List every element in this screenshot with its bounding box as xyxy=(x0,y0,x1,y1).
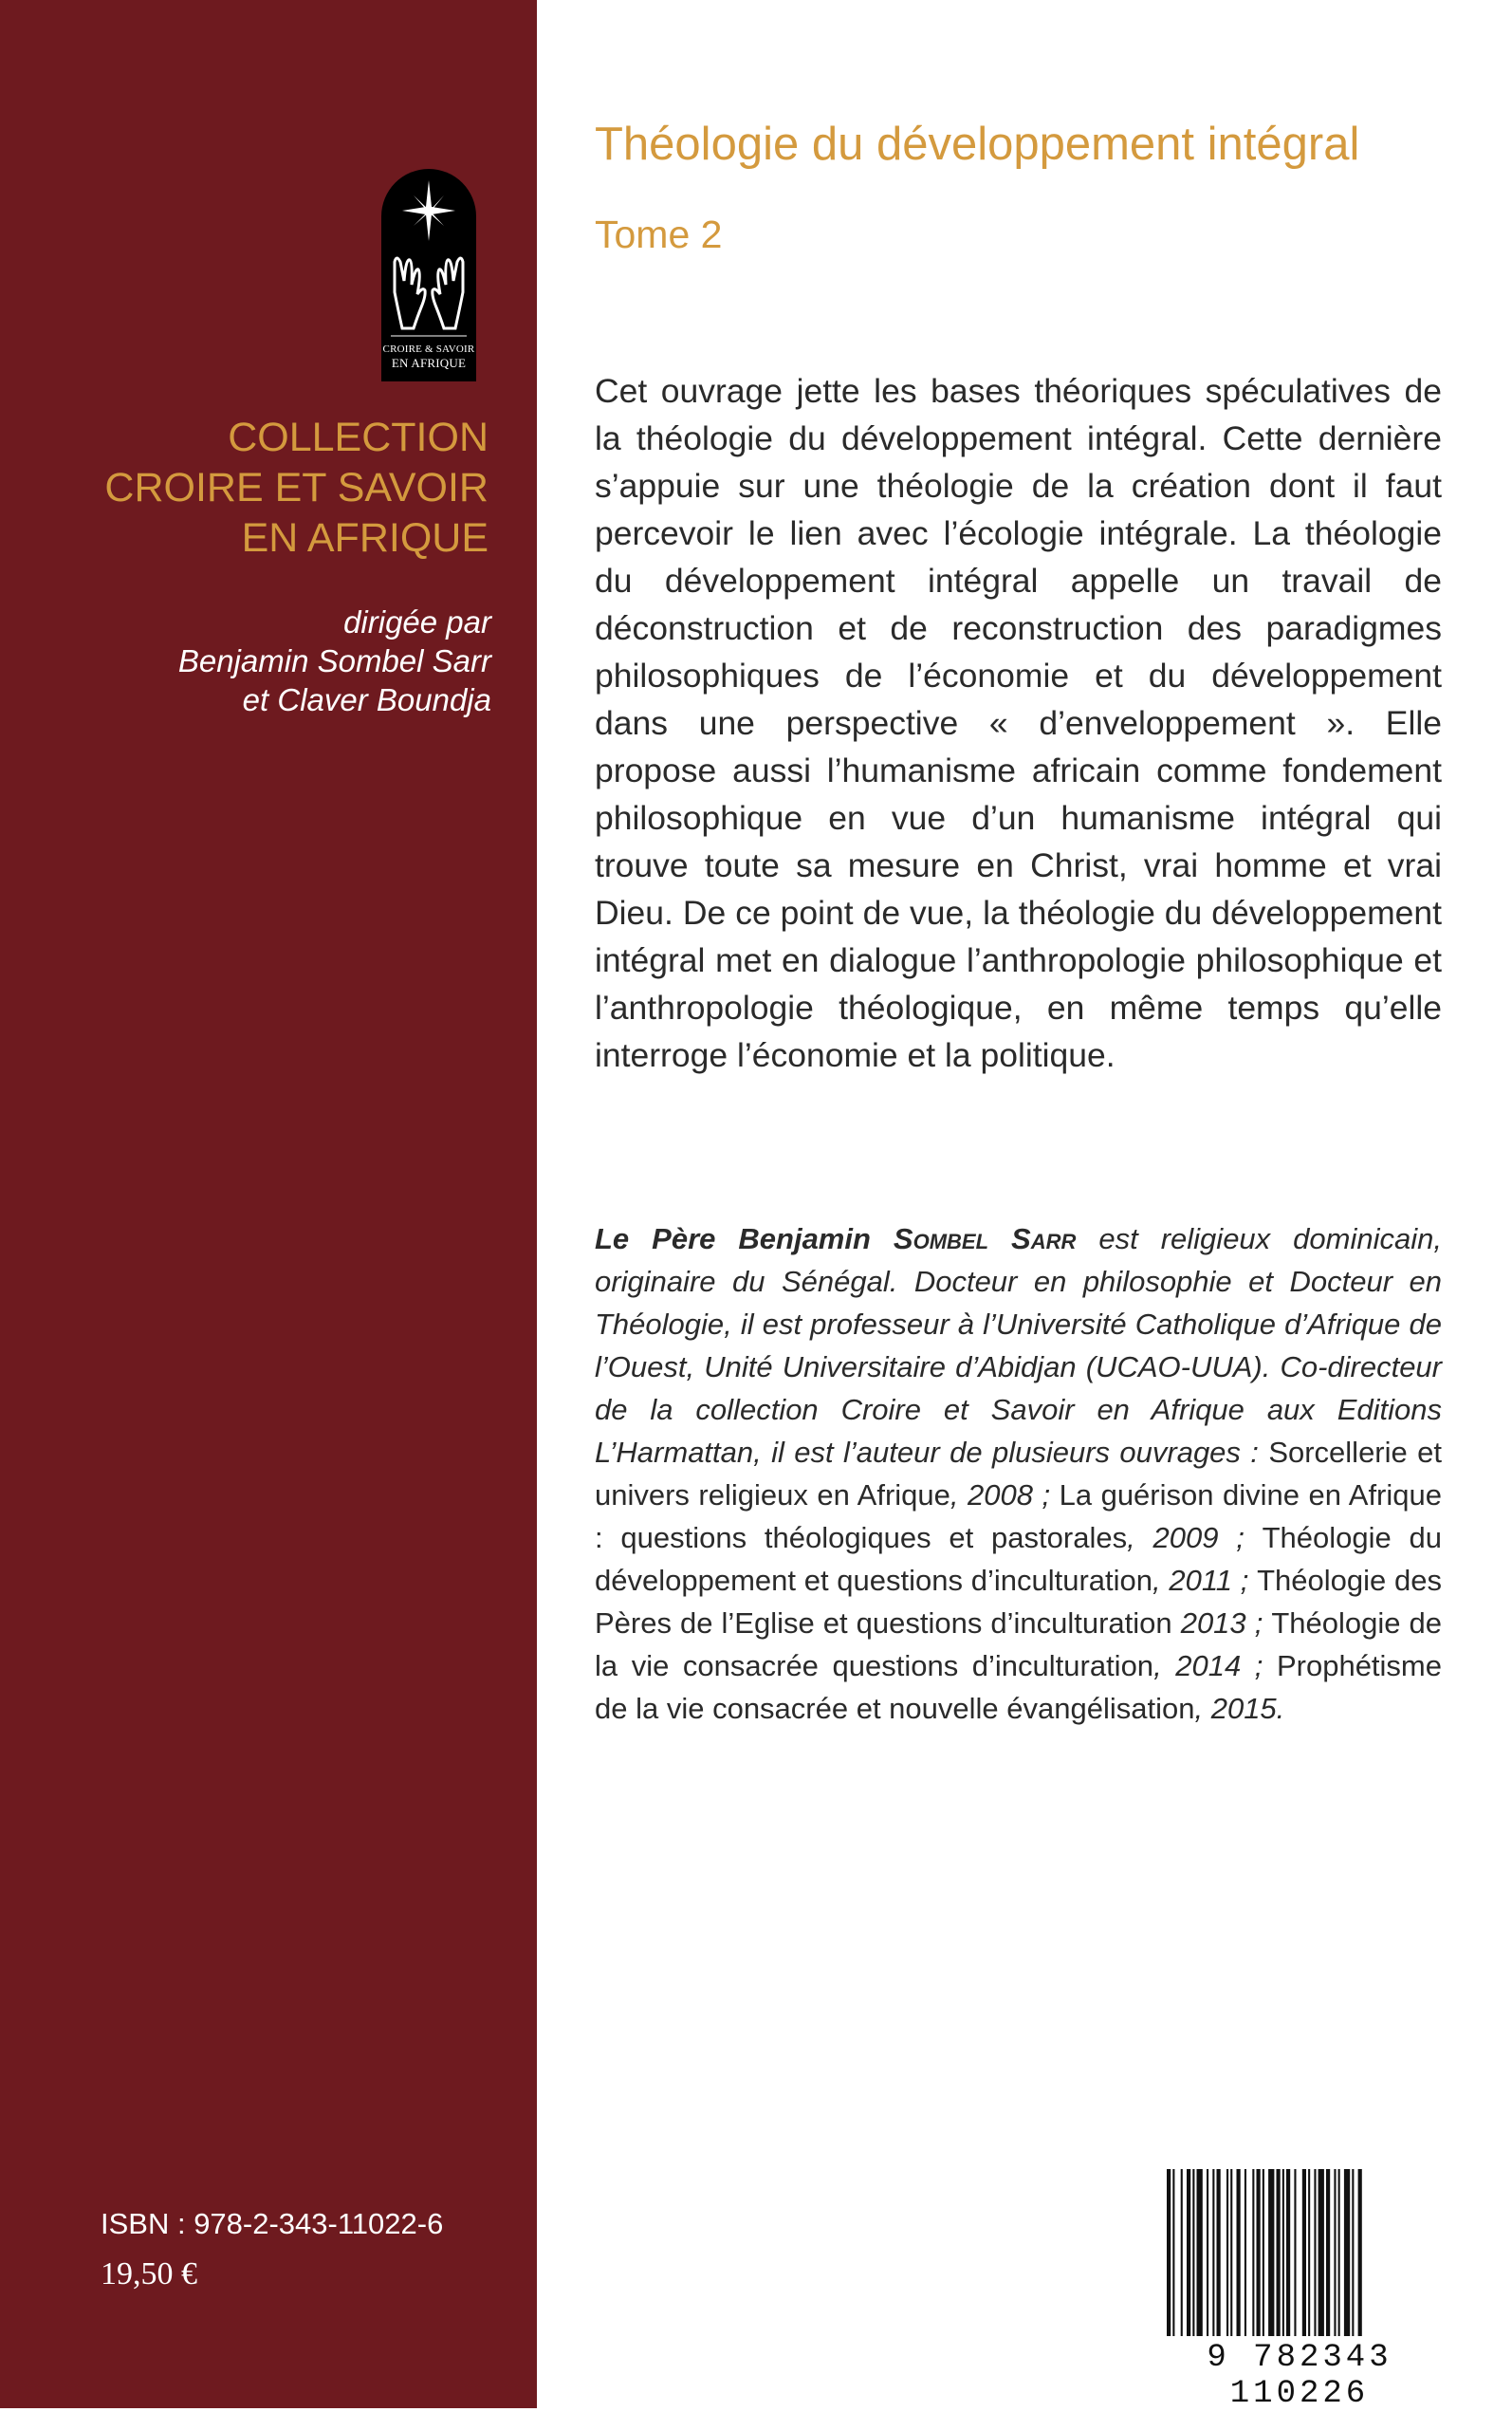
author-works xyxy=(595,1436,1442,1725)
barcode-bar xyxy=(1344,2169,1350,2336)
author-bio xyxy=(595,1217,1442,1730)
barcode-bar xyxy=(1230,2169,1232,2336)
barcode-bar xyxy=(1263,2169,1264,2336)
barcode-bar xyxy=(1334,2169,1336,2336)
barcode-bar xyxy=(1197,2169,1203,2336)
barcode-bar xyxy=(1358,2169,1362,2336)
logo-line-1: CROIRE & SAVOIR xyxy=(382,343,475,355)
barcode-bar xyxy=(1318,2169,1324,2336)
spine-sidebar xyxy=(0,0,537,2408)
work-year: , 2009 ; xyxy=(1127,1521,1263,1554)
barcode-bar xyxy=(1172,2169,1174,2336)
editor-2: et Claver Boundja xyxy=(242,682,491,717)
work-title: Sorcellerie et univers religieux en Afrique xyxy=(595,1436,1442,1512)
editor-1: Benjamin Sombel Sarr xyxy=(177,643,491,678)
barcode-bar xyxy=(1192,2169,1194,2336)
book-summary: Cet ouvrage jette les bases théoriques spéculatives de la théologie du développement intégral. Cette dernière s’appuie sur une théologie de la création dont il faut percevoir le lien avec l’écologie intégrale. La théologie du développement intégral appelle un travail de déconstruction et de reconstruction des paradigmes philosophiques de l’économie et du développement dans une perspective « d’enveloppement ». Elle propose aussi l’humanisme africain comme fondement philosophique en vue d’un humanisme intégral qui trouve toute sa mesure en Christ, vrai homme et vrai Dieu. De ce point de vue, la théologie du développement intégral met en dialogue l’anthropologie philosophique et l’anthropologie théologique, en même temps qu’elle interroge l’économie et la politique. xyxy=(595,372,1442,1074)
logo-line-2: EN AFRIQUE xyxy=(391,356,467,370)
author-bio-intro: est religieux dominicain, originaire du Sénégal. Docteur en philosophie et Docteur en Théologie, il est professeur à l’Université Catholique d’Afrique de l’Ouest, Unité Universitaire d’Abidjan (UCAO-UUA). Co-directeur de la collection Croire et Savoir en Afrique aux Editions L’Harmattan, il est l’auteur de plusieurs ouvrages : xyxy=(595,1222,1442,1469)
barcode-bar xyxy=(1277,2169,1281,2336)
work-year: , 2011 ; xyxy=(1152,1564,1258,1597)
barcode-bar xyxy=(1245,2169,1246,2336)
price: 19,50 € xyxy=(101,2256,197,2291)
publisher-logo xyxy=(381,169,476,381)
barcode-bar xyxy=(1338,2169,1340,2336)
author-name xyxy=(595,1222,1076,1255)
volume-label: Tome 2 xyxy=(595,213,723,256)
barcode-bar xyxy=(1167,2169,1171,2336)
work-title: Prophétisme de la vie consacrée et nouvelle évangélisation xyxy=(595,1649,1442,1725)
barcode-bar xyxy=(1207,2169,1208,2336)
work-title: Théologie du développement et questions d’inculturation xyxy=(595,1521,1442,1597)
author-name-caps: Sombel Sarr xyxy=(893,1222,1077,1255)
work-title: La guérison divine en Afrique : questions théologiques et pastorales xyxy=(595,1478,1442,1554)
barcode-bars xyxy=(1155,2162,1444,2338)
barcode-bar xyxy=(1302,2169,1306,2336)
work-title: Théologie de la vie consacrée questions d’inculturation xyxy=(595,1606,1443,1682)
collection-line-2: CROIRE ET SAVOIR xyxy=(104,465,489,510)
author-name-prefix: Le Père Benjamin xyxy=(595,1222,894,1255)
work-year: , 2008 ; xyxy=(950,1478,1060,1512)
barcode-bar xyxy=(1226,2169,1228,2336)
barcode-bar xyxy=(1257,2169,1261,2336)
collection-name xyxy=(38,413,489,564)
work-title: Théologie des Pères de l’Eglise et questions d’inculturation xyxy=(595,1564,1442,1640)
directed-by-label: dirigée par xyxy=(343,604,491,640)
barcode-bar xyxy=(1237,2169,1241,2336)
barcode-bar xyxy=(1352,2169,1354,2336)
barcode-bar xyxy=(1326,2169,1330,2336)
barcode-bar xyxy=(1308,2169,1310,2336)
barcode-bar xyxy=(1252,2169,1254,2336)
collection-line-1: COLLECTION xyxy=(228,415,489,460)
barcode-bar xyxy=(1282,2169,1284,2336)
collection-line-3: EN AFRIQUE xyxy=(241,515,489,561)
barcode-bar xyxy=(1187,2169,1190,2336)
barcode-bar xyxy=(1217,2169,1221,2336)
barcode-bar xyxy=(1181,2169,1183,2336)
barcode-bar xyxy=(1294,2169,1296,2336)
barcode-bar xyxy=(1314,2169,1316,2336)
work-year: 2013 ; xyxy=(1171,1606,1272,1640)
barcode-bar xyxy=(1212,2169,1214,2336)
barcode-bar xyxy=(1268,2169,1274,2336)
barcode-bar xyxy=(1286,2169,1290,2336)
collection-editors xyxy=(38,603,491,719)
barcode-digits: 9 782343 110226 xyxy=(1207,2340,1392,2412)
book-title: Théologie du développement intégral xyxy=(595,119,1360,170)
work-year: , 2015. xyxy=(1194,1692,1285,1725)
barcode xyxy=(1155,2162,1444,2412)
work-year: , 2014 ; xyxy=(1153,1649,1277,1682)
isbn: ISBN : 978-2-343-11022-6 xyxy=(101,2207,444,2240)
